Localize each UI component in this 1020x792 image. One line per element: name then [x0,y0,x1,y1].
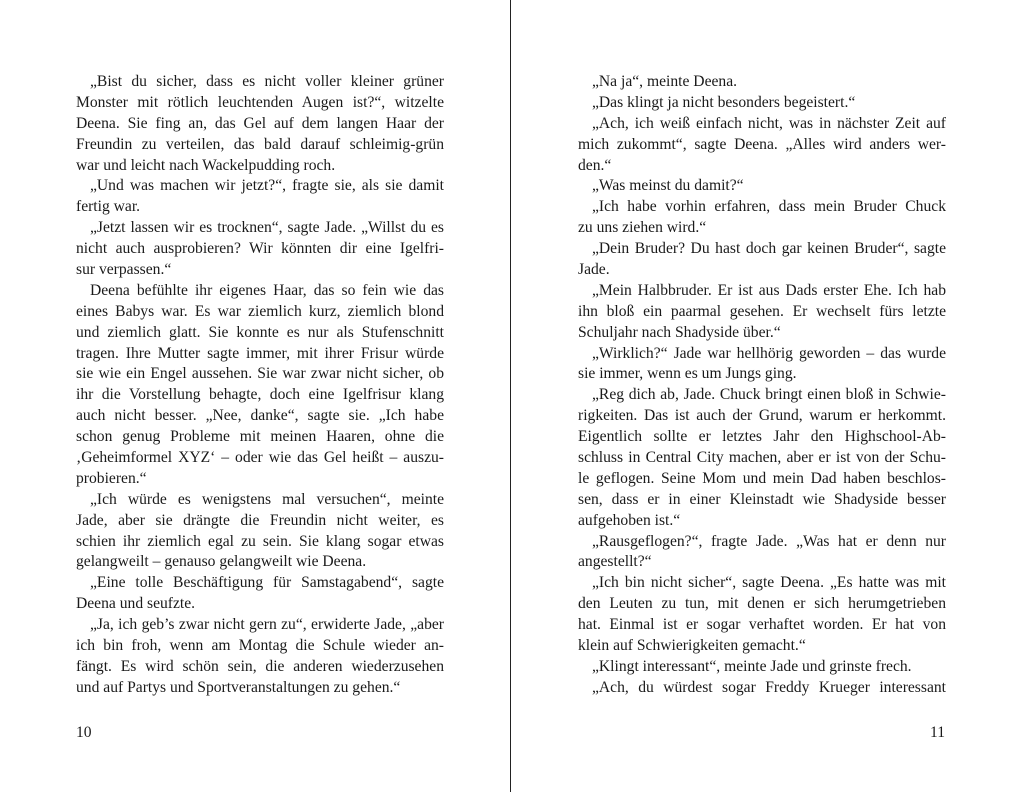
text-line: „Ich habe vorhin erfahren, dass mein Bruder Chuck [592,198,946,216]
paragraph [578,176,946,197]
text-line: „Was meinst du damit?“ [592,177,744,195]
text-line: „Und was machen wir jetzt?“, fragte sie, als sie damit [90,177,444,195]
paragraph [578,657,946,678]
text-line: „Ja, ich geb’s zwar nicht gern zu“, erwiderte Jade, „aber [90,616,444,634]
paragraph [76,218,444,281]
text-line: probieren.“ [76,469,147,487]
paragraph [578,197,946,239]
text-line: angestellt?“ [578,553,652,571]
text-line: „Eine tolle Beschäftigung für Samstagabend“, sagte [90,574,444,592]
left-page-text [76,72,444,699]
text-line: „Ich würde es wenigstens mal versuchen“, meinte [90,490,444,508]
text-line: sur verpassen.“ [76,261,172,279]
text-line: Jade, aber sie drängte die Freundin nicht weiter, es [76,511,444,529]
text-line: Deena. Sie fing an, das Gel auf dem langen Haar der [76,114,444,132]
text-line: mich zukommt“, sagte Deena. „Alles wird anders wer- [578,135,946,153]
paragraph [578,114,946,177]
paragraph [76,573,444,615]
text-line: tragen. Ihre Mutter sagte immer, mit ihrer Frisur würde [76,344,444,362]
paragraph [76,281,444,490]
right-page-number: 11 [929,724,945,741]
paragraph [578,281,946,344]
paragraph [578,93,946,114]
text-line: sie wie ein Engel aussehen. Sie war zwar nicht sicher, ob [76,365,444,383]
paragraph [578,532,946,574]
text-line: „Ach, ich weiß einfach nicht, was in nächster Zeit auf [592,114,946,132]
text-line: „Dein Bruder? Du hast doch gar keinen Bruder“, sagte [592,240,946,258]
right-page [511,0,1020,792]
text-line: schon genug Probleme mit meinen Haaren, ohne die [76,428,444,446]
text-line: den.“ [578,156,612,174]
text-line: „Bist du sicher, dass es nicht voller kleiner grüner [90,73,444,90]
text-line: Jade. [578,261,610,279]
paragraph [578,72,946,93]
text-line: nicht auch ausprobieren? Wir könnten dir eine Igelfri- [76,240,444,258]
paragraph [76,490,444,574]
text-line: Deena befühlte ihr eigenes Haar, das so fein wie das [90,281,444,299]
left-page-number: 10 [76,724,92,741]
text-line: Eigentlich sollte er letztes Jahr den Highschool-Ab- [578,428,946,446]
text-line: Deena und seufzte. [76,595,196,613]
text-line: „Das klingt ja nicht besonders begeistert.“ [592,93,856,111]
paragraph [578,573,946,657]
text-line: klein auf Schwierigkeiten gemacht.“ [578,637,806,655]
text-line: „Jetzt lassen wir es trocknen“, sagte Jade. „Willst du es [90,219,444,237]
paragraph [578,678,946,699]
text-line: le geflogen. Seine Mom und mein Dad haben beschlos- [578,469,946,487]
text-line: aufgehoben ist.“ [578,511,681,529]
right-page-text [578,72,946,699]
paragraph [76,176,444,218]
text-line: „Na ja“, meinte Deena. [592,73,738,90]
paragraph [76,615,444,699]
paragraph [578,385,946,531]
text-line: ‚Geheimformel XYZ‘ – oder wie das Gel heißt – auszu- [76,449,444,467]
text-line: fertig war. [76,198,141,216]
text-line: „Rausgeflogen?“, fragte Jade. „Was hat er denn nur [592,532,946,550]
text-line: Monster mit rötlich leuchtenden Augen ist?“, witzelte [76,93,444,111]
text-line: eines Babys war. Es war ziemlich kurz, ziemlich blond [76,302,444,320]
text-line: war und leicht nach Wackelpudding roch. [76,156,336,174]
text-line: fängt. Es wird schön sein, die anderen wiederzusehen [76,657,444,675]
paragraph [578,344,946,386]
text-line: schien ihr ziemlich egal zu sein. Sie klang sogar etwas [76,532,444,550]
text-line: ihr die Vorstellung behagte, doch eine Igelfrisur klang [76,386,444,404]
text-line: „Ach, du würdest sogar Freddy Krueger interessant [592,678,946,696]
paragraph [76,72,444,176]
text-line: „Reg dich ab, Jade. Chuck bringt einen bloß in Schwie- [592,386,946,404]
text-line: den Leuten zu tun, mit denen er sich herumgetrieben [578,595,946,613]
text-line: „Mein Halbbruder. Er ist aus Dads erster Ehe. Ich hab [592,281,946,299]
text-line: Freundin zu verteilen, das bald darauf schleimig-grün [76,135,444,153]
text-line: hat. Einmal ist er sogar verhaftet worden. Er hat von [578,616,946,634]
text-line: auch nicht besser. „Nee, danke“, sagte sie. „Ich habe [76,407,444,425]
text-line: Schuljahr nach Shadyside über.“ [578,323,781,341]
text-line: ihn bloß ein paarmal gesehen. Er wechselt fürs letzte [578,302,946,320]
text-line: und ziemlich glatt. Sie konnte es nur als Stufenschnitt [76,323,444,341]
text-line: „Wirklich?“ Jade war hellhörig geworden – das wurde [592,344,946,362]
text-line: schluss in Central City machen, aber er ist von der Schu- [578,449,946,467]
text-line: „Ich bin nicht sicher“, sagte Deena. „Es hatte was mit [592,574,946,592]
text-line: „Klingt interessant“, meinte Jade und grinste frech. [592,657,912,675]
paragraph [578,239,946,281]
text-line: ich bin froh, wenn am Montag die Schule wieder an- [76,637,444,655]
text-line: und auf Partys und Sportveranstaltungen zu gehen.“ [76,678,401,696]
text-line: rigkeiten. Das ist auch der Grund, warum er herkommt. [578,407,946,425]
text-line: sie immer, wenn es um Jungs ging. [578,365,797,383]
text-line: gelangweilt – genauso gelangweilt wie Deena. [76,553,367,571]
text-line: zu uns ziehen wird.“ [578,219,707,237]
text-line: sen, dass er in einer Kleinstadt wie Shadyside besser [578,490,946,508]
